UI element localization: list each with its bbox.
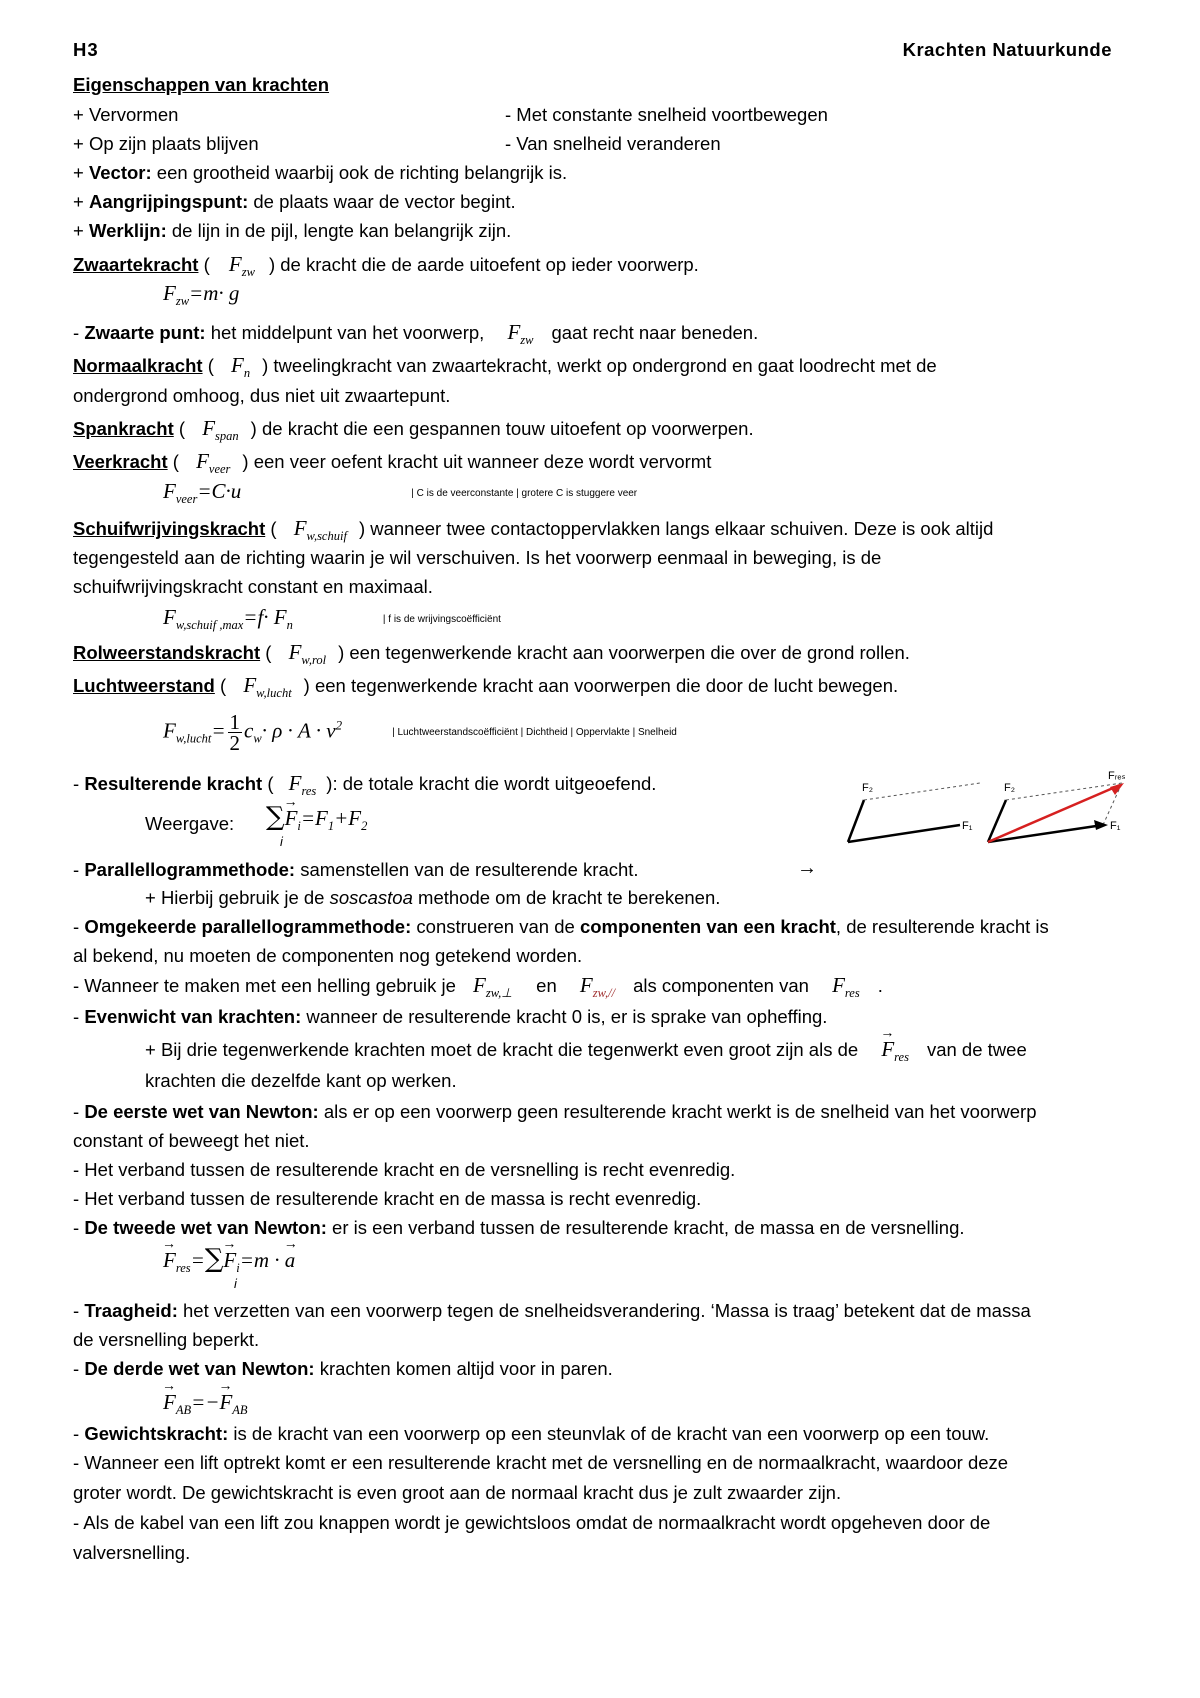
def-aangrijpingspunt: + Aangrijpingspunt: de plaats waar de vector begint. xyxy=(73,191,516,212)
schuifwrijving-line-2: tegengesteld aan de richting waarin je wil verschuiven. Is het voorwerp eenmaal in beweging, is de xyxy=(73,547,882,568)
prop-left-1: + Vervormen xyxy=(73,104,179,125)
evenwicht-sub-line-2: krachten die dezelfde kant op werken. xyxy=(145,1070,457,1091)
diagram2-f1-label: F₁ xyxy=(1110,820,1121,832)
newton2-line: - De tweede wet van Newton: er is een verband tussen de resulterende kracht, de massa en de versnelling. xyxy=(73,1217,965,1238)
lift-line-1: - Wanneer een lift optrekt komt er een resulterende kracht met de versnelling en de normaalkracht, waardoor deze xyxy=(73,1452,1009,1473)
diagram2-f1-arrowhead xyxy=(1094,820,1108,830)
traagheid-line: - Traagheid: het verzetten van een voorwerp tegen de snelheidsverandering. ‘Massa is traag’ betekent dat de massa xyxy=(73,1300,1031,1321)
newton3-line: - De derde wet van Newton: krachten komen altijd voor in paren. xyxy=(73,1358,613,1379)
weergave-label: Weergave: xyxy=(145,813,235,834)
newton3-formula: → $F_{AB}=-\to F_{AB}$ xyxy=(163,1390,248,1422)
diagram1-f1-line xyxy=(848,825,960,842)
def-werklijn: + Werklijn: de lijn in de pijl, lengte kan belangrijk zijn. xyxy=(73,220,512,241)
schuifwrijving-formula: $F_{w,schuif ,max}=f\cdot F_n$ | f is de wrijvingscoëfficiënt xyxy=(163,605,501,632)
diagram2-fres-label: Fᵣₑₛ xyxy=(1108,770,1126,782)
luchtweerstand-line: Luchtweerstand ( $F_{w,lucht}$ ) een tegenwerkende kracht aan voorwerpen die door de lucht bewegen. xyxy=(73,673,899,700)
zwaartekracht-formula: $F_{zw}=m\cdot g$ xyxy=(163,281,240,308)
evenwicht-line: - Evenwicht van krachten: wanneer de resulterende kracht 0 is, er is sprake van opheffing. xyxy=(73,1006,828,1027)
spankracht-line: Spankracht ( $F_{span}$ ) de kracht die een gespannen touw uitoefent op voorwerpen. xyxy=(73,416,754,443)
diagram2-f2-label: F₂ xyxy=(1004,782,1015,794)
zwaartekracht-line: Zwaartekracht ( $F_{zw}$ ) de kracht die de aarde uitoefent op ieder voorwerp. xyxy=(73,252,699,279)
veerkracht-line: Veerkracht ( $F_{veer}$ ) een veer oefent kracht uit wanneer deze wordt vervormt xyxy=(73,449,712,476)
traagheid-line-2: de versnelling beperkt. xyxy=(73,1329,260,1350)
lift-line-2: groter wordt. De gewichtskracht is even groot aan de normaal kracht dus je zult zwaarder zijn. xyxy=(73,1482,842,1503)
schuifwrijving-line-3: schuifwrijvingskracht constant en maximaal. xyxy=(73,576,433,597)
diagram1-f2-label: F₂ xyxy=(862,782,873,794)
soscastoa-line: + Hierbij gebruik je de soscastoa methode om de kracht te berekenen. xyxy=(145,887,721,908)
newton2-formula: → $F_{res}=\sum\to F_i=m$ · → a xyxy=(163,1244,295,1283)
arrow-right-icon: → xyxy=(797,857,817,879)
newton1-line-2: constant of beweegt het niet. xyxy=(73,1130,310,1151)
parallellogram-line: - Parallellogrammethode: samenstellen van de resulterende kracht. xyxy=(73,859,639,880)
evenwicht-sub-line: + Bij drie tegenwerkende krachten moet de kracht die tegenwerkt even groot zijn als de → $F_{res}$ van de twee xyxy=(145,1037,1027,1069)
prop-right-1: - Met constante snelheid voortbewegen xyxy=(505,104,828,125)
omgekeerde-line: - Omgekeerde parallellogrammethode: construeren van de componenten van een kracht, de resulterende kracht is xyxy=(73,916,1049,937)
diagram1-dashed xyxy=(864,783,980,800)
verband-versnelling: - Het verband tussen de resulterende kracht en de versnelling is recht evenredig. xyxy=(73,1159,736,1180)
diagram1-f2-line xyxy=(848,800,864,842)
newton2-sum-index: i xyxy=(234,1276,237,1291)
lift-line-3: - Als de kabel van een lift zou knappen wordt je gewichtsloos omdat de normaalkracht wordt opgeheven door de xyxy=(73,1512,991,1533)
helling-line: - Wanneer te maken met een helling gebruik je $F_{zw,\perp}$ en $F_{zw,//}$ als componenten van $F_{res}$ . xyxy=(73,973,883,1000)
verband-massa: - Het verband tussen de resulterende kracht en de massa is recht evenredig. xyxy=(73,1188,702,1209)
section-title: Eigenschappen van krachten xyxy=(73,74,330,95)
schuifwrijving-line: Schuifwrijvingskracht ( $F_{w,schuif}$ ) wanneer twee contactoppervlakken langs elkaar schuiven. Deze is ook altijd xyxy=(73,516,994,543)
lift-line-4: valversnelling. xyxy=(73,1542,191,1563)
gewichtskracht-line: - Gewichtskracht: is de kracht van een voorwerp op een steunvlak of de kracht van een voorwerp op een touw. xyxy=(73,1423,990,1444)
prop-right-2: - Van snelheid veranderen xyxy=(505,133,721,154)
veerkracht-formula: $F_{veer}=C\cdot u$ | C is de veerconstante | grotere C is stuggere veer xyxy=(163,479,638,506)
header-right: Krachten Natuurkunde xyxy=(902,39,1112,60)
resulterende-line: - Resulterende kracht ( $F_{res}$ ): de totale kracht die wordt uitgeoefend. xyxy=(73,771,657,798)
parallellogram-diagram xyxy=(840,765,1140,865)
luchtweerstand-formula: $F_{w,lucht}=$ $\frac{1}{2}$ $c_w\cdot \rho \cdot A \cdot v^2|$ Luchtweerstandscoëfficiënt | Dichtheid | Oppervlakte | Snelheid xyxy=(163,710,677,755)
resulterende-formula: ∑→ $F_i=F_1+F_2$ xyxy=(266,802,367,841)
diagram1-f1-label: F₁ xyxy=(962,820,973,832)
normaalkracht-line-2: ondergrond omhoog, dus niet uit zwaartepunt. xyxy=(73,385,451,406)
normaalkracht-line: Normaalkracht ( $F_n$ ) tweelingkracht van zwaartekracht, werkt op ondergrond en gaat loodrecht met de xyxy=(73,353,937,380)
sum-index: i xyxy=(280,834,283,849)
diagram2-fres-arrowhead xyxy=(1110,783,1124,795)
header-left: H3 xyxy=(73,39,99,60)
omgekeerde-line-2: al bekend, nu moeten de componenten nog getekend worden. xyxy=(73,945,583,966)
rolweerstand-line: Rolweerstandskracht ( $F_{w,rol}$ ) een tegenwerkende kracht aan voorwerpen die over de grond rollen. xyxy=(73,640,910,667)
zwaartepunt-line: - Zwaarte punt: het middelpunt van het voorwerp, $F_{zw}$ gaat recht naar beneden. xyxy=(73,320,759,347)
newton1-line: - De eerste wet van Newton: als er op een voorwerp geen resulterende kracht werkt is de snelheid van het voorwerp xyxy=(73,1101,1037,1122)
def-vector: + Vector: een grootheid waarbij ook de richting belangrijk is. xyxy=(73,162,568,183)
prop-left-2: + Op zijn plaats blijven xyxy=(73,133,259,154)
